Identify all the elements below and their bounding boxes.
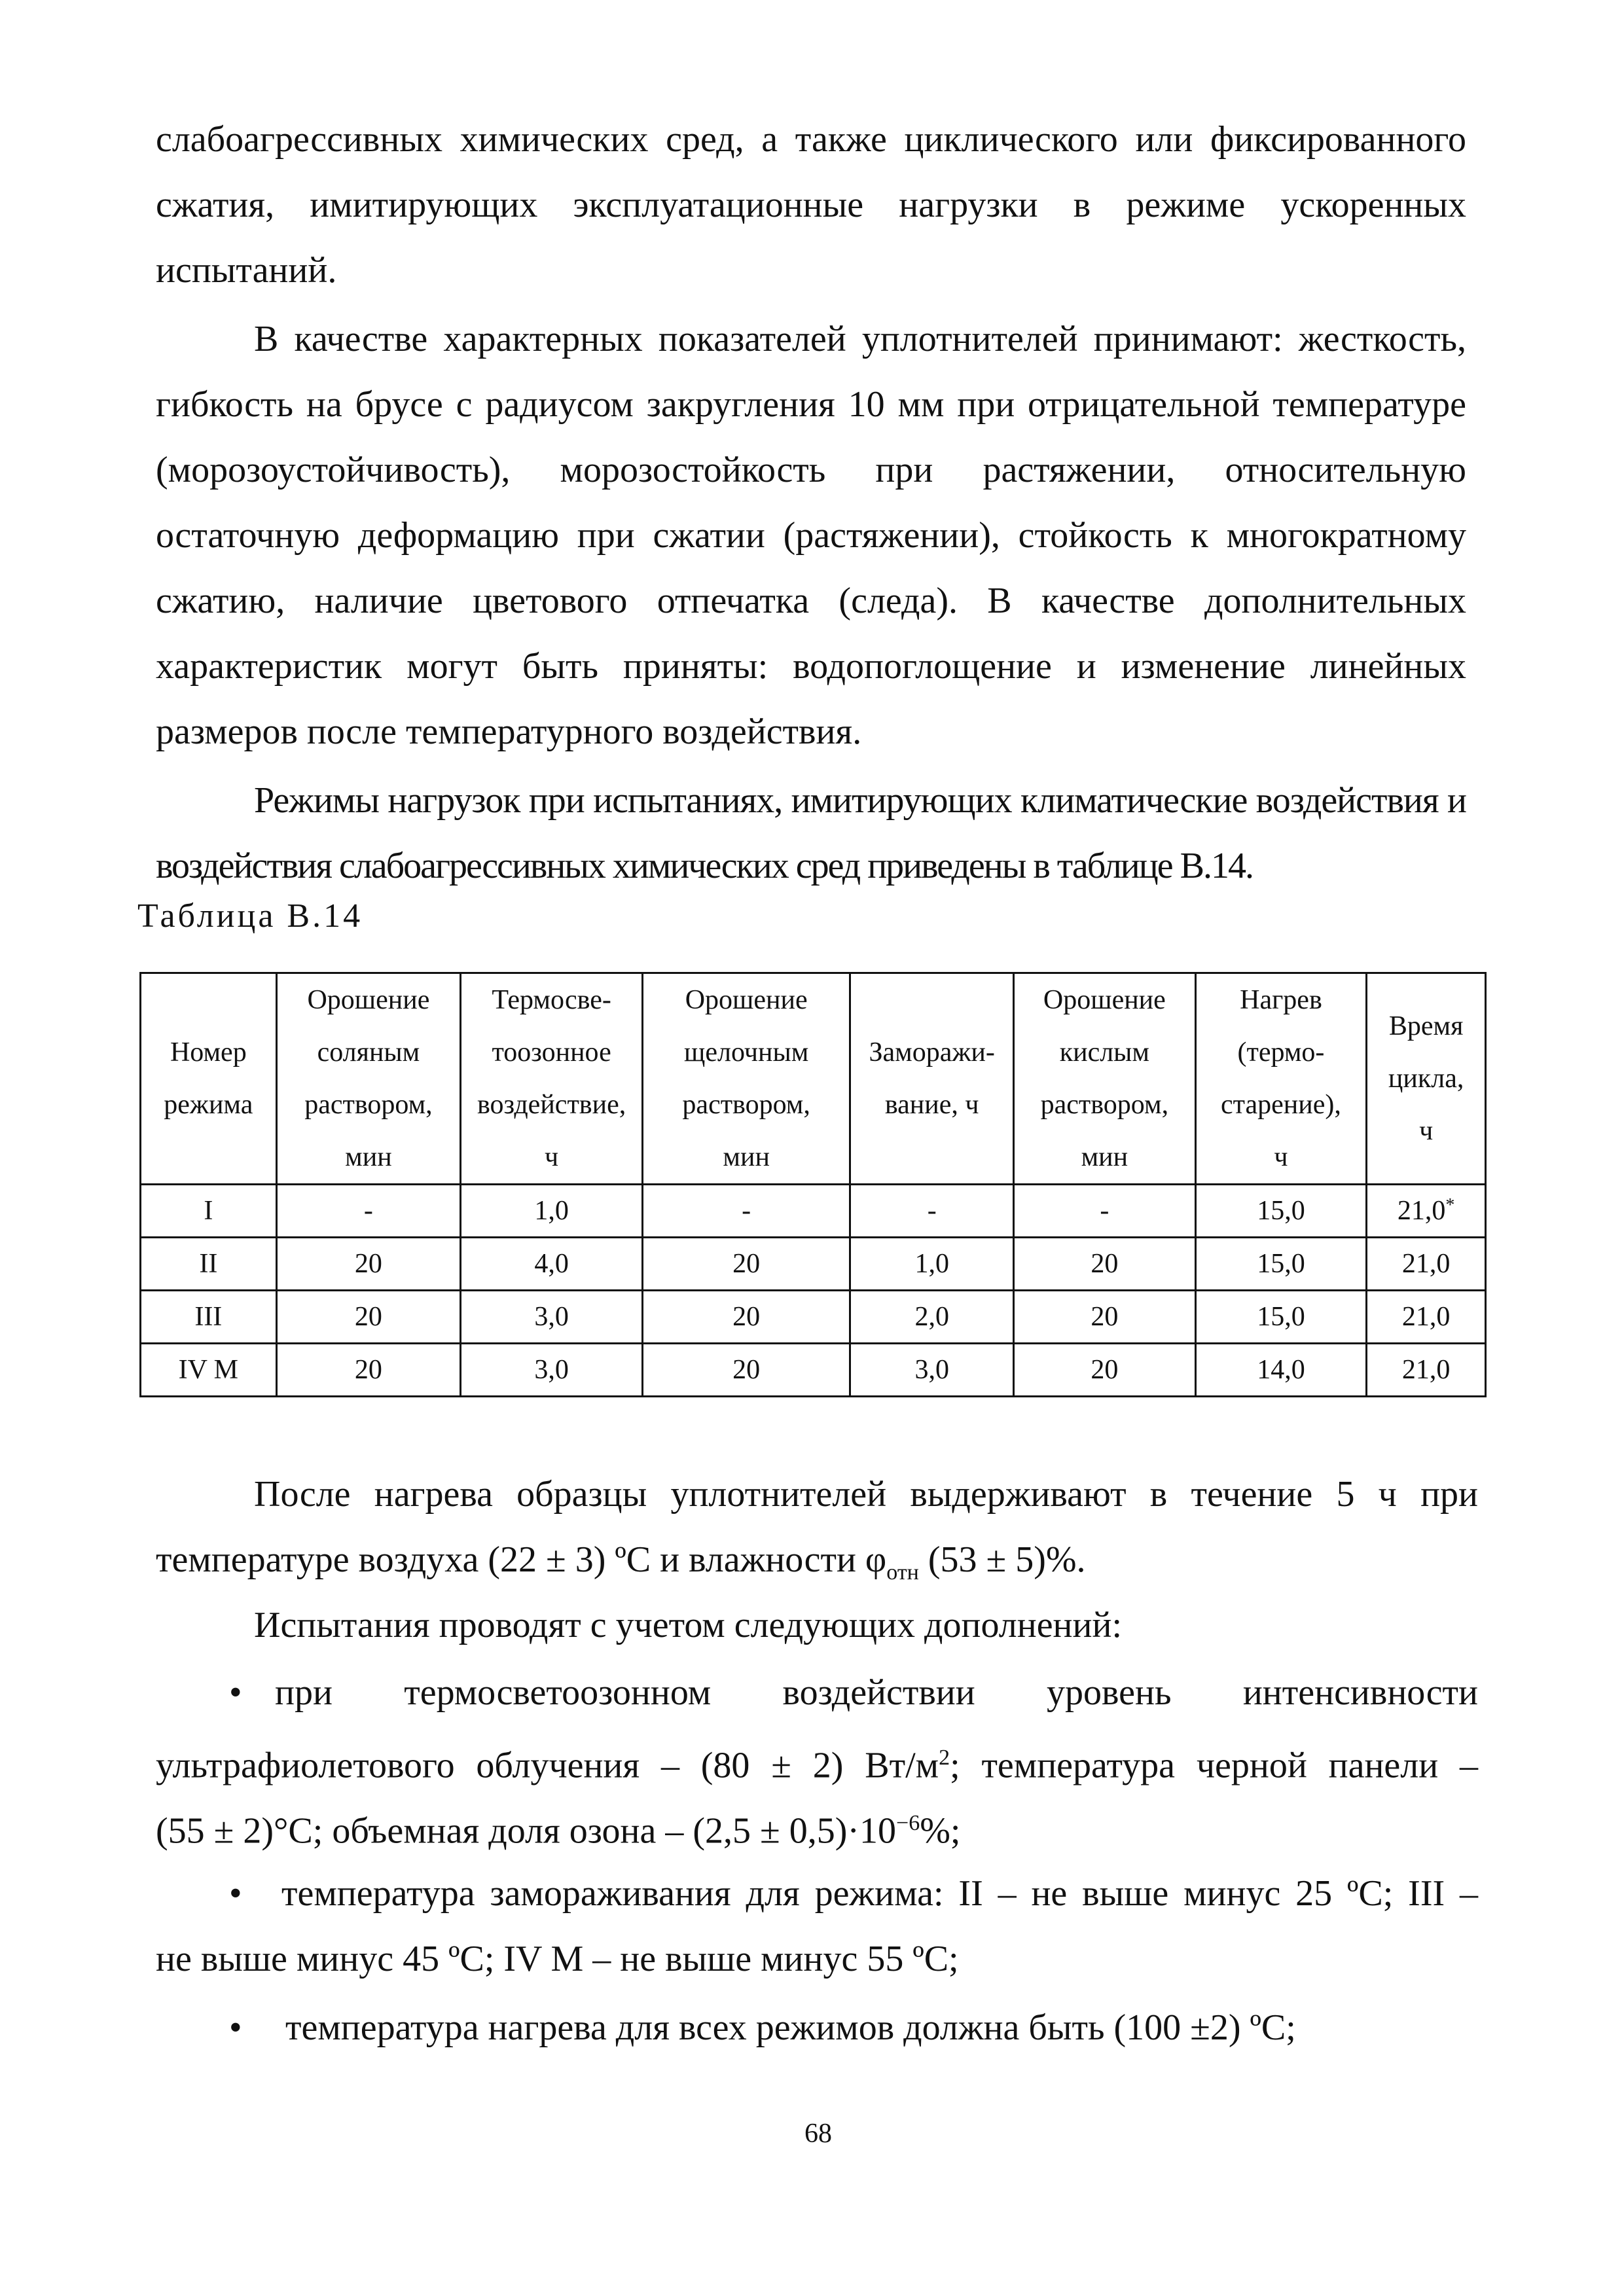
para2-line-5: сжатию, наличие цветового отпечатка (следа). В качестве дополнительных (156, 581, 1466, 621)
table-cell: 20 (642, 1291, 850, 1344)
table-cell: 15,0 (1195, 1291, 1367, 1344)
table-row (141, 1185, 1486, 1238)
table-caption: Таблица В.14 (137, 897, 363, 935)
para2-line-1: В качестве характерных показателей уплотнителей принимают: жесткость, (254, 319, 1466, 359)
table-cell: 3,0 (850, 1344, 1014, 1397)
table-cell: 4,0 (461, 1238, 643, 1291)
bullet-marker-1: • (229, 1672, 242, 1713)
table-cell: 21,0 (1367, 1291, 1486, 1344)
table-cell: 20 (1014, 1291, 1196, 1344)
header-salt-spray: Орошение соляным раствором, мин (276, 973, 461, 1185)
bullet1-line-3-text: (55 ± 2)°С; объемная доля озона – (2,5 ± 0,5)·10 (156, 1810, 897, 1852)
bullet3-line-1: температура нагрева для всех режимов должна быть (100 ±2) ºС; (285, 2007, 1296, 2048)
table-cell: 20 (642, 1238, 850, 1291)
table-cell: - (276, 1185, 461, 1238)
table-cell: 21,0* (1367, 1185, 1486, 1238)
table-cell: 1,0 (461, 1185, 643, 1238)
para5-line: Испытания проводят с учетом следующих дополнений: (254, 1605, 1123, 1645)
table-header-row (141, 973, 1486, 1185)
para4-line-1: После нагрева образцы уплотнителей выдерживают в течение 5 ч при (254, 1474, 1478, 1515)
table-cell: IV M (141, 1344, 277, 1397)
table-cell: 15,0 (1195, 1238, 1367, 1291)
header-freezing: Заморажи- вание, ч (850, 973, 1014, 1185)
para3-line-1: Режимы нагрузок при испытаниях, имитирующих климатические воздействия и (254, 780, 1466, 821)
table-cell: - (1014, 1185, 1196, 1238)
bullet-marker-2: • (229, 1873, 242, 1914)
table-cell: 15,0 (1195, 1185, 1367, 1238)
table-cell: 1,0 (850, 1238, 1014, 1291)
para3-line-2: воздействия слабоагрессивных химических сред приведены в таблице В.14. (156, 846, 1253, 886)
table-cell: 14,0 (1195, 1344, 1367, 1397)
header-cycle-time: Время цикла, ч (1367, 973, 1486, 1185)
table-cell: I (141, 1185, 277, 1238)
bullet-marker-3: • (229, 2007, 242, 2048)
header-mode-number: Номер режима (141, 973, 277, 1185)
table-cell: - (642, 1185, 850, 1238)
header-alkali-spray: Орошение щелочным раствором, мин (642, 973, 850, 1185)
table-cell: II (141, 1238, 277, 1291)
bullet1-line-3-tail: %; (920, 1810, 961, 1852)
table-cell: 3,0 (461, 1344, 643, 1397)
intro-line-2: сжатия, имитирующих эксплуатационные нагрузки в режиме ускоренных (156, 185, 1466, 225)
table-cell: 20 (276, 1344, 461, 1397)
page-number: 68 (804, 2119, 832, 2149)
table-cell: 21,0 (1367, 1344, 1486, 1397)
bullet1-line-2 (156, 1725, 1478, 1799)
intro-line-3: испытаний. (156, 250, 337, 291)
bullet2-line-1: температура замораживания для режима: II – не выше минус 25 ºС; III – (281, 1873, 1478, 1914)
para2-line-6: характеристик могут быть приняты: водопоглощение и изменение линейных (156, 646, 1466, 687)
table-row (141, 1291, 1486, 1344)
bullet2-line-2: не выше минус 45 ºС; IV M – не выше минус 55 ºС; (156, 1939, 959, 1979)
header-acid-spray: Орошение кислым раствором, мин (1014, 973, 1196, 1185)
table-row (141, 1238, 1486, 1291)
intro-line-1: слабоагрессивных химических сред, а также циклического или фиксированного (156, 119, 1466, 160)
bullet1-line-1: при термосветоозонном воздействии уровень интенсивности (275, 1672, 1478, 1713)
bullet1-line-3 (156, 1791, 960, 1864)
table-cell: 20 (1014, 1238, 1196, 1291)
table-cell: 3,0 (461, 1291, 643, 1344)
header-thermo-light-ozone: Термосве- тоозонное воздействие, ч (461, 973, 643, 1185)
header-heating: Нагрев (термо- старение), ч (1195, 973, 1367, 1185)
table-cell: 20 (276, 1238, 461, 1291)
para2-line-3: (морозоустойчивость), морозостойкость при растяжении, относительную (156, 450, 1466, 490)
para4-line-2-tail: (53 ± 5)%. (918, 1539, 1086, 1580)
para4-line-2-text: температуре воздуха (22 ± 3) ºС и влажности φ (156, 1539, 887, 1580)
table-cell: 21,0 (1367, 1238, 1486, 1291)
table-cell: - (850, 1185, 1014, 1238)
bullet1-superscript-2: −6 (896, 1811, 920, 1835)
data-table (139, 972, 1487, 1397)
para4-subscript: отн (886, 1560, 919, 1585)
bullet1-line-2-tail: ; температура черной панели – (950, 1745, 1478, 1786)
table-cell: 20 (642, 1344, 850, 1397)
bullet1-line-2-text: ультрафиолетового облучения – (80 ± 2) Вт/м (156, 1745, 939, 1786)
table-cell: 2,0 (850, 1291, 1014, 1344)
table-cell: 20 (276, 1291, 461, 1344)
table-cell: III (141, 1291, 277, 1344)
bullet1-superscript-1: 2 (939, 1746, 950, 1770)
footnote-mark: * (1445, 1195, 1455, 1215)
table-cell: 20 (1014, 1344, 1196, 1397)
para2-line-2: гибкость на брусе с радиусом закругления 10 мм при отрицательной температуре (156, 384, 1466, 425)
table-row (141, 1344, 1486, 1397)
para2-line-4: остаточную деформацию при сжатии (растяжении), стойкость к многократному (156, 515, 1466, 556)
para2-line-7: размеров после температурного воздействия. (156, 711, 862, 752)
